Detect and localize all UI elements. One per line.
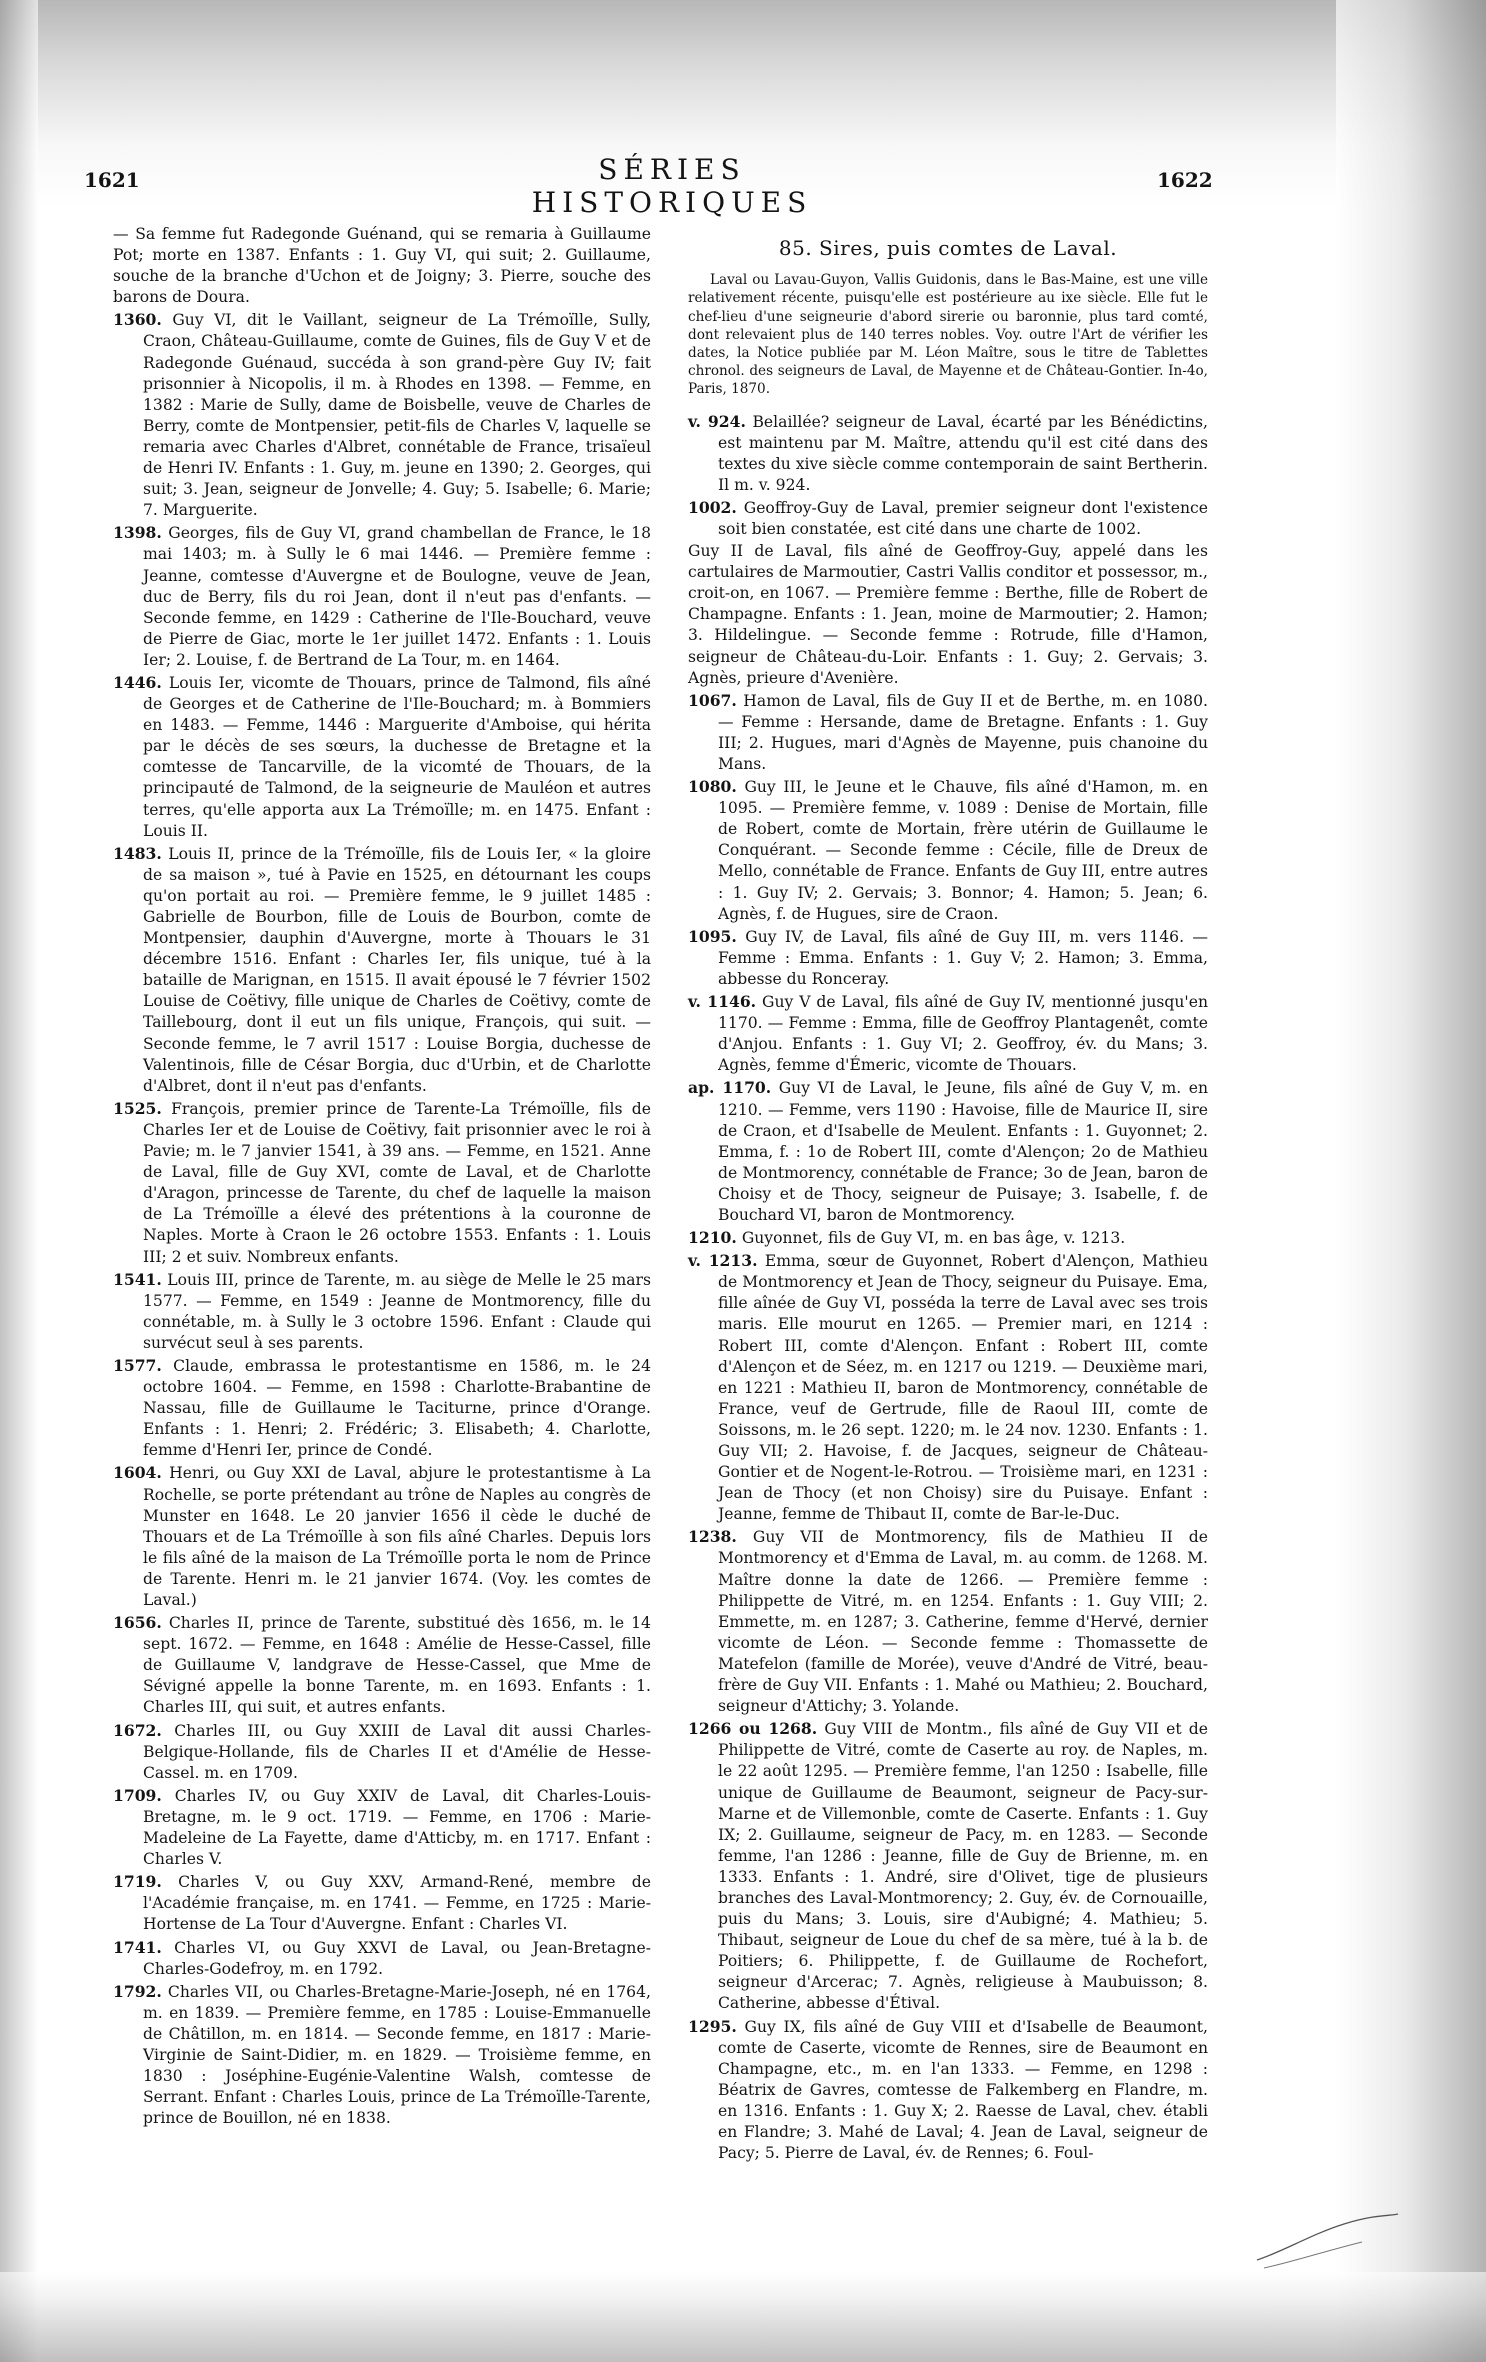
left-column <box>113 224 651 2130</box>
entry-year: ap. 1170. <box>688 1078 772 1098</box>
entry-year: v. 1146. <box>688 992 757 1012</box>
entry-text: Louis Ier, vicomte de Thouars, prince de Talmond, fils aîné de Georges et de Catherine de l'Ile-Bouchard; m. à Bommiers en 1483. — Femme, 1446 : Marguerite d'Amboise, qui hérita par le décès de ses sœurs, la duchesse de Bretagne et la comtesse de Tancarville, de la vicomté de Thouars, de la principauté de Talmond, de la seigneurie de Mauléon et autres terres, qu'elle apporta aux La Trémoïlle; m. en 1475. Enfant : Louis II. <box>143 673 651 840</box>
entry-text: Guy VII de Montmorency, fils de Mathieu II de Montmorency et d'Emma de Laval, m. au comm. de 1268. M. Maître donne la date de 1266. — Première femme : Philippette de Vitré, m. en 1254. Enfants : 1. Guy VIII; 2. Emmette, m. en 1287; 3. Catherine, femme d'Hervé, dernier vicomte de Léon. — Seconde femme : Thomassette de Matefelon (famille de Morée), veuve d'André de Vitré, beau-frère de Guy VII. Enfants : 1. Mahé ou Mathieu; 2. Bouchard, seigneur d'Attichy; 3. Yolande. <box>718 1528 1208 1716</box>
entry-year: 1656. <box>113 1613 162 1633</box>
entry-year: 1002. <box>688 497 737 517</box>
entry-text: François, premier prince de Tarente-La Trémoïlle, fils de Charles Ier et de Louise de Coëtivy, fait prisonnier avec le roi à Pavie; m. le 7 janvier 1541, à 39 ans. — Femme, en 1521. Anne de Laval, fille de Guy XVI, comte de Laval, et de Charlotte d'Aragon, princesse de Tarente, du chef de laquelle la maison de La Trémoïlle a élevé des prétentions à la couronne de Naples. Morte à Craon le 26 octobre 1553. Enfants : 1. Louis III; 2 et suiv. Nombreux enfants. <box>143 1099 651 1266</box>
page-number-right: 1622 <box>1157 168 1213 192</box>
entry <box>688 1250 1208 1525</box>
entry-year: 1266 ou 1268. <box>688 1719 818 1739</box>
entry <box>113 672 651 842</box>
entry-text: Guy V de Laval, fils aîné de Guy IV, mentionné jusqu'en 1170. — Femme : Emma, fille de Geoffroy Plantagenêt, comte d'Anjou. Enfants : 1. Guy VI; 2. Geoffroy, év. du Mans; 3. Agnès, femme d'Émeric, vicomte de Thouars. <box>718 993 1208 1075</box>
entry <box>113 522 651 671</box>
entry <box>113 1937 651 1980</box>
entry-text: Georges, fils de Guy VI, grand chambellan de France, le 18 mai 1403; m. à Sully le 6 mai 1446. — Première femme : Jeanne, comtesse d'Auvergne et de Boulogne, veuve de Jean, duc de Berry, fils du roi Jean, dont il n'eut pas d'enfants. — Seconde femme, en 1429 : Catherine de l'Ile-Bouchard, veuve de Pierre de Giac, morte le 1er juillet 1472. Enfants : 1. Louis Ier; 2. Louise, f. de Bertrand de La Tour, m. en 1464. <box>143 524 651 669</box>
entry-text: Guy VIII de Montm., fils aîné de Guy VII et de Philippette de Vitré, comte de Caserte au roy. de Naples, m. le 22 août 1295. — Première femme, l'an 1250 : Isabelle, fille unique de Guillaume de Beaumont, seigneur de Pacy-sur-Marne et de Villemonble, comte de Caserte. Enfants : 1. Guy IX; 2. Guillaume, seigneur de Pacy, m. en 1283. — Seconde femme, l'an 1286 : Jeanne, fille de Guy de Brienne, m. en 1333. Enfants : 1. André, sire d'Olivet, tige de plusieurs branches des Laval-Montmorency; 2. Guy, év. de Cornouaille, puis du Mans; 3. Louis, sire d'Aubigné; 4. Mathieu; 5. Thibaut, seigneur de Loue du chef de sa mère, tué à la b. de Poitiers; 6. Philippette, f. de Guillaume de Rochefort, seigneur d'Arcerac; 7. Agnès, religieuse à Maubuisson; 8. Catherine, abbesse d'Étival. <box>718 1720 1209 2013</box>
entry-text: Guy IX, fils aîné de Guy VIII et d'Isabelle de Beaumont, comte de Caserte, vicomte de Rennes, sire de Beaumont en Champagne, etc., m. en l'an 1333. — Femme, en 1298 : Béatrix de Gavres, comtesse de Falkemberg en Flandre, m. en 1316. Enfants : 1. Guy X; 2. Raesse de Laval, chev. établi en Flandre; 3. Mahé de Laval; 4. Jean de Laval, seigneur de Pacy; 5. Pierre de Laval, év. de Rennes; 6. Foul- <box>718 2017 1208 2163</box>
entry-text: Charles III, ou Guy XXIII de Laval dit aussi Charles-Belgique-Hollande, fils de Charles II et d'Amélie de Hesse-Cassel. m. en 1709. <box>143 1721 651 1782</box>
entry-text: — Sa femme fut Radegonde Guénand, qui se remaria à Guillaume Pot; morte en 1387. Enfants : 1. Guy VI, qui suit; 2. Guillaume, souche de la branche d'Uchon et de Joigny; 3. Pierre, souche des barons de Doura. <box>113 225 651 307</box>
entry-text: Guy IV, de Laval, fils aîné de Guy III, m. vers 1146. — Femme : Emma. Enfants : 1. Guy V; 2. Hamon; 3. Emma, abbesse du Ronceray. <box>718 927 1208 988</box>
entry <box>688 1077 1208 1226</box>
entry-year: 1360. <box>113 310 162 330</box>
entry-year: 1295. <box>688 2016 737 2036</box>
entry-year: 1672. <box>113 1720 162 1740</box>
entry-text: Charles II, prince de Tarente, substitué dès 1656, m. le 14 sept. 1672. — Femme, en 1648 : Amélie de Hesse-Cassel, fille de Guillaume V, landgrave de Hesse-Cassel, que Mme de Sévigné appelle la bonne Tarente, m. en 1693. Enfants : 1. Charles III, qui suit, et autres enfants. <box>143 1614 651 1717</box>
entry <box>113 843 651 1097</box>
entry-text: Claude, embrassa le protestantisme en 1586, m. le 24 octobre 1604. — Femme, en 1598 : Charlotte-Brabantine de Nassau, fille de Guillaume le Taciturne, prince d'Orange. Enfants : 1. Henri; 2. Frédéric; 3. Elisabeth; 4. Charlotte, femme d'Henri Ier, prince de Condé. <box>143 1356 651 1460</box>
entry-text: Guy II de Laval, fils aîné de Geoffroy-Guy, appelé dans les cartulaires de Marmoutier, Castri Vallis conditor et possessor, m., croit-on, en 1067. — Première femme : Berthe, fille de Robert de Champagne. Enfants : 1. Jean, moine de Marmoutier; 2. Hamon; 3. Hildelingue. — Seconde femme : Rotrude, fille d'Hamon, seigneur de Château-du-Loir. Enfants : 1. Guy; 2. Gervais; 3. Agnès, prieure d'Avenière. <box>688 542 1208 687</box>
entry <box>113 1871 651 1935</box>
section-intro: Laval ou Lavau-Guyon, Vallis Guidonis, dans le Bas-Maine, est une ville relativement récente, puisqu'elle est postérieure au ixe siècle. Elle fut le chef-lieu d'une seigneurie d'abord sirerie ou baronnie, plus tard comté, dont relevaient plus de 140 terres nobles. Voy. outre l'Art de vérifier les dates, la Notice publiée par M. Léon Maître, sous le titre de Tablettes chronol. des seigneurs de Laval, de Mayenne et de Château-Gontier. In-4o, Paris, 1870. <box>688 272 1208 398</box>
entry-year: 1067. <box>688 690 737 710</box>
entry-year: 1238. <box>688 1527 737 1547</box>
entry <box>113 1098 651 1268</box>
entry-year: 1398. <box>113 523 162 543</box>
entry-year: 1719. <box>113 1872 162 1892</box>
entry-year: v. 924. <box>688 411 746 431</box>
entry-text: Guy III, le Jeune et le Chauve, fils aîné d'Hamon, m. en 1095. — Première femme, v. 1089 : Denise de Mortain, fille de Robert, comte de Mortain, frère utérin de Guillaume le Conquérant. — Seconde femme : Cécile, fille de Dreux de Mello, connétable de France. Enfants de Guy III, entre autres : 1. Guy IV; 2. Gervais; 3. Bonnor; 4. Hamon; 5. Jean; 6. Agnès, f. de Hugues, sire de Craon. <box>718 778 1208 923</box>
entry-year: v. 1213. <box>688 1251 758 1271</box>
entry-text: Charles VI, ou Guy XXVI de Laval, ou Jean-Bretagne-Charles-Godefroy, m. en 1792. <box>143 1938 651 1978</box>
entry <box>113 224 651 308</box>
entry-year: 1604. <box>113 1463 162 1483</box>
entry-text: Hamon de Laval, fils de Guy II et de Berthe, m. en 1080. — Femme : Hersande, dame de Bretagne. Enfants : 1. Guy III; 2. Hugues, mari d'Agnès de Mayenne, puis chanoine du Mans. <box>718 691 1208 774</box>
entry-text: Charles IV, ou Guy XXIV de Laval, dit Charles-Louis-Bretagne, m. le 9 oct. 1719. — Femme, en 1706 : Marie-Madeleine de La Fayette, dame d'Atticby, m. en 1717. Enfant : Charles V. <box>143 1786 651 1869</box>
entry <box>688 497 1208 540</box>
entry <box>113 1612 651 1718</box>
entry <box>688 926 1208 990</box>
entry <box>688 690 1208 775</box>
entry-year: 1577. <box>113 1355 162 1375</box>
entry <box>688 411 1208 496</box>
entry <box>113 1462 651 1611</box>
entry-year: 1709. <box>113 1785 162 1805</box>
entry-year: 1483. <box>113 843 162 863</box>
entry-text: Charles V, ou Guy XXV, Armand-René, membre de l'Académie française, m. en 1741. — Femme, en 1725 : Marie-Hortense de La Tour d'Auvergne. Enfant : Charles VI. <box>143 1873 651 1934</box>
entry-text: Louis III, prince de Tarente, m. au siège de Melle le 25 mars 1577. — Femme, en 1549 : Jeanne de Montmorency, fille du connétable, m. à Sully le 3 octobre 1596. Enfant : Claude qui survécut seul à ses parents. <box>143 1270 651 1352</box>
entry <box>688 991 1208 1076</box>
entry <box>113 1785 651 1870</box>
entry-text: Charles VII, ou Charles-Bretagne-Marie-Joseph, né en 1764, m. en 1839. — Première femme, en 1785 : Louise-Emmanuelle de Châtillon, m. en 1814. — Seconde femme, en 1817 : Marie-Virginie de Saint-Didier, m. en 1829. — Troisième femme, en 1830 : Joséphine-Eugénie-Valentine Walsh, comtesse de Serrant. Enfant : Charles Louis, prince de La Trémoïlle-Tarente, prince de Bouillon, né en 1838. <box>143 1982 651 2128</box>
entry-year: 1210. <box>688 1228 737 1248</box>
entry-year: 1741. <box>113 1937 162 1957</box>
entry <box>688 1526 1208 1717</box>
entry <box>113 1720 651 1784</box>
scan-shadow-left <box>0 0 38 2362</box>
entry-text: Louis II, prince de la Trémoïlle, fils de Louis Ier, « la gloire de sa maison », tué à Pavie en 1525, en détournant les coups qu'on portait au roi. — Première femme, le 9 juillet 1485 : Gabrielle de Bourbon, fille de Louis de Bourbon, comte de Montpensier, dauphin d'Auvergne, morte à Thouars le 31 décembre 1516. Enfant : Charles Ier, fils unique, tué à la bataille de Marignan, en 1515. Il avait épousé le 7 février 1502 Louise de Coëtivy, fille unique de Charles de Coëtivy, comte de Taillebourg, dont il eut un fils unique, François, qui suit. — Seconde femme, le 7 avril 1517 : Louise Borgia, duchesse de Valentinois, fille de César Borgia, duc d'Urbin, et de Charlotte d'Albret, dont il n'eut pas d'enfants. <box>143 844 651 1095</box>
entry-text: Henri, ou Guy XXI de Laval, abjure le protestantisme à La Rochelle, se porte prétendant au trône de Naples au congrès de Munster en 1648. Le 20 janvier 1656 il cède le duché de Thouars et de La Trémoïlle à son fils aîné Charles. Depuis lors le fils aîné de la maison de La Trémoïlle porta le nom de Prince de Tarente. Henri m. le 21 janvier 1674. (Voy. les comtes de Laval.) <box>143 1464 651 1609</box>
entry-year: 1080. <box>688 777 737 797</box>
entry-text: Geoffroy-Guy de Laval, premier seigneur dont l'existence soit bien constatée, est cité dans une charte de 1002. <box>718 498 1208 538</box>
entry-text: Guyonnet, fils de Guy VI, m. en bas âge, v. 1213. <box>741 1229 1126 1248</box>
entry-year: 1792. <box>113 1981 162 2001</box>
entry <box>688 1718 1208 2014</box>
entry <box>113 1981 651 2130</box>
entry <box>688 2016 1208 2165</box>
entry-text: Belaillée? seigneur de Laval, écarté par les Bénédictins, est maintenu par M. Maître, attendu qu'il est cité dans des textes du xive siècle comme contemporain de saint Bertherin. Il m. v. 924. <box>718 412 1208 494</box>
section-title: 85. Sires, puis comtes de Laval. <box>778 236 1118 260</box>
entry-year: 1095. <box>688 926 737 946</box>
entry <box>113 309 651 521</box>
entry <box>113 1355 651 1461</box>
running-head: SÉRIES HISTORIQUES <box>531 153 813 219</box>
scan-shadow-bottom <box>0 2272 1486 2362</box>
entry-text: Guy VI, dit le Vaillant, seigneur de La Trémoïlle, Sully, Craon, Château-Guillaume, comte de Guines, fils de Guy V et de Radegonde Guénaud, succéda à son grand-père Guy IV; fait prisonnier à Nicopolis, il m. à Rhodes en 1398. — Femme, en 1382 : Marie de Sully, dame de Boisbelle, veuve de Charles de Berry, comte de Montpensier, petit-fils de Charles V, laquelle se remaria avec Charles d'Albret, connétable de France, trisaïeul de Henri IV. Enfants : 1. Guy, m. jeune en 1390; 2. Georges, qui suit; 3. Jean, seigneur de Jonvelle; 4. Guy; 5. Isabelle; 6. Marie; 7. Marguerite. <box>143 311 651 520</box>
entry-text: Guy VI de Laval, le Jeune, fils aîné de Guy V, m. en 1210. — Femme, vers 1190 : Havoise, fille de Maurice II, sire de Craon, et d'Isabelle de Meulent. Enfants : 1. Guyonnet; 2. Emma, f. : 1o de Robert III, comte d'Alençon; 2o de Mathieu de Montmorency, connétable de France; 3o de Jean, baron de Choisy et de Thocy, seigneur de Puisaye; 3. Isabelle, f. de Bouchard VI, baron de Montmorency. <box>718 1079 1208 1224</box>
entry-year: 1446. <box>113 672 162 692</box>
page-number-left: 1621 <box>84 168 140 192</box>
entry-text: Emma, sœur de Guyonnet, Robert d'Alençon, Mathieu de Montmorency et Jean de Thocy, seigneur du Puisaye. Ema, fille aînée de Guy VI, posséda la terre de Laval avec ses trois maris. Elle mourut en 1265. — Premier mari, en 1214 : Robert III, comte d'Alençon. Enfant : Robert III, comte d'Alençon et de Séez, m. en 1217 ou 1219. — Deuxième mari, en 1221 : Mathieu II, baron de Montmorency, connétable de France, veuf de Gertrude, fille de Raoul III, comte de Soissons, m. le 26 sept. 1220; m. le 24 nov. 1230. Enfants : 1. Guy VII; 2. Havoise, f. de Jacques, seigneur de Château-Gontier et de Nogent-le-Rotrou. — Troisième mari, en 1231 : Jean de Thocy (et non Choisy) sire du Puisaye. Enfant : Jeanne, femme de Thibaut II, comte de Bar-le-Duc. <box>718 1252 1208 1524</box>
entry <box>113 1269 651 1354</box>
entry <box>688 776 1208 925</box>
entry <box>688 1227 1208 1249</box>
entry <box>688 541 1208 689</box>
right-column <box>688 238 1208 2165</box>
entry-year: 1525. <box>113 1098 162 1118</box>
scan-shadow-right <box>1336 0 1486 2362</box>
pencil-scribble <box>1252 2212 1402 2272</box>
entry-year: 1541. <box>113 1269 162 1289</box>
right-entries <box>688 411 1208 2165</box>
